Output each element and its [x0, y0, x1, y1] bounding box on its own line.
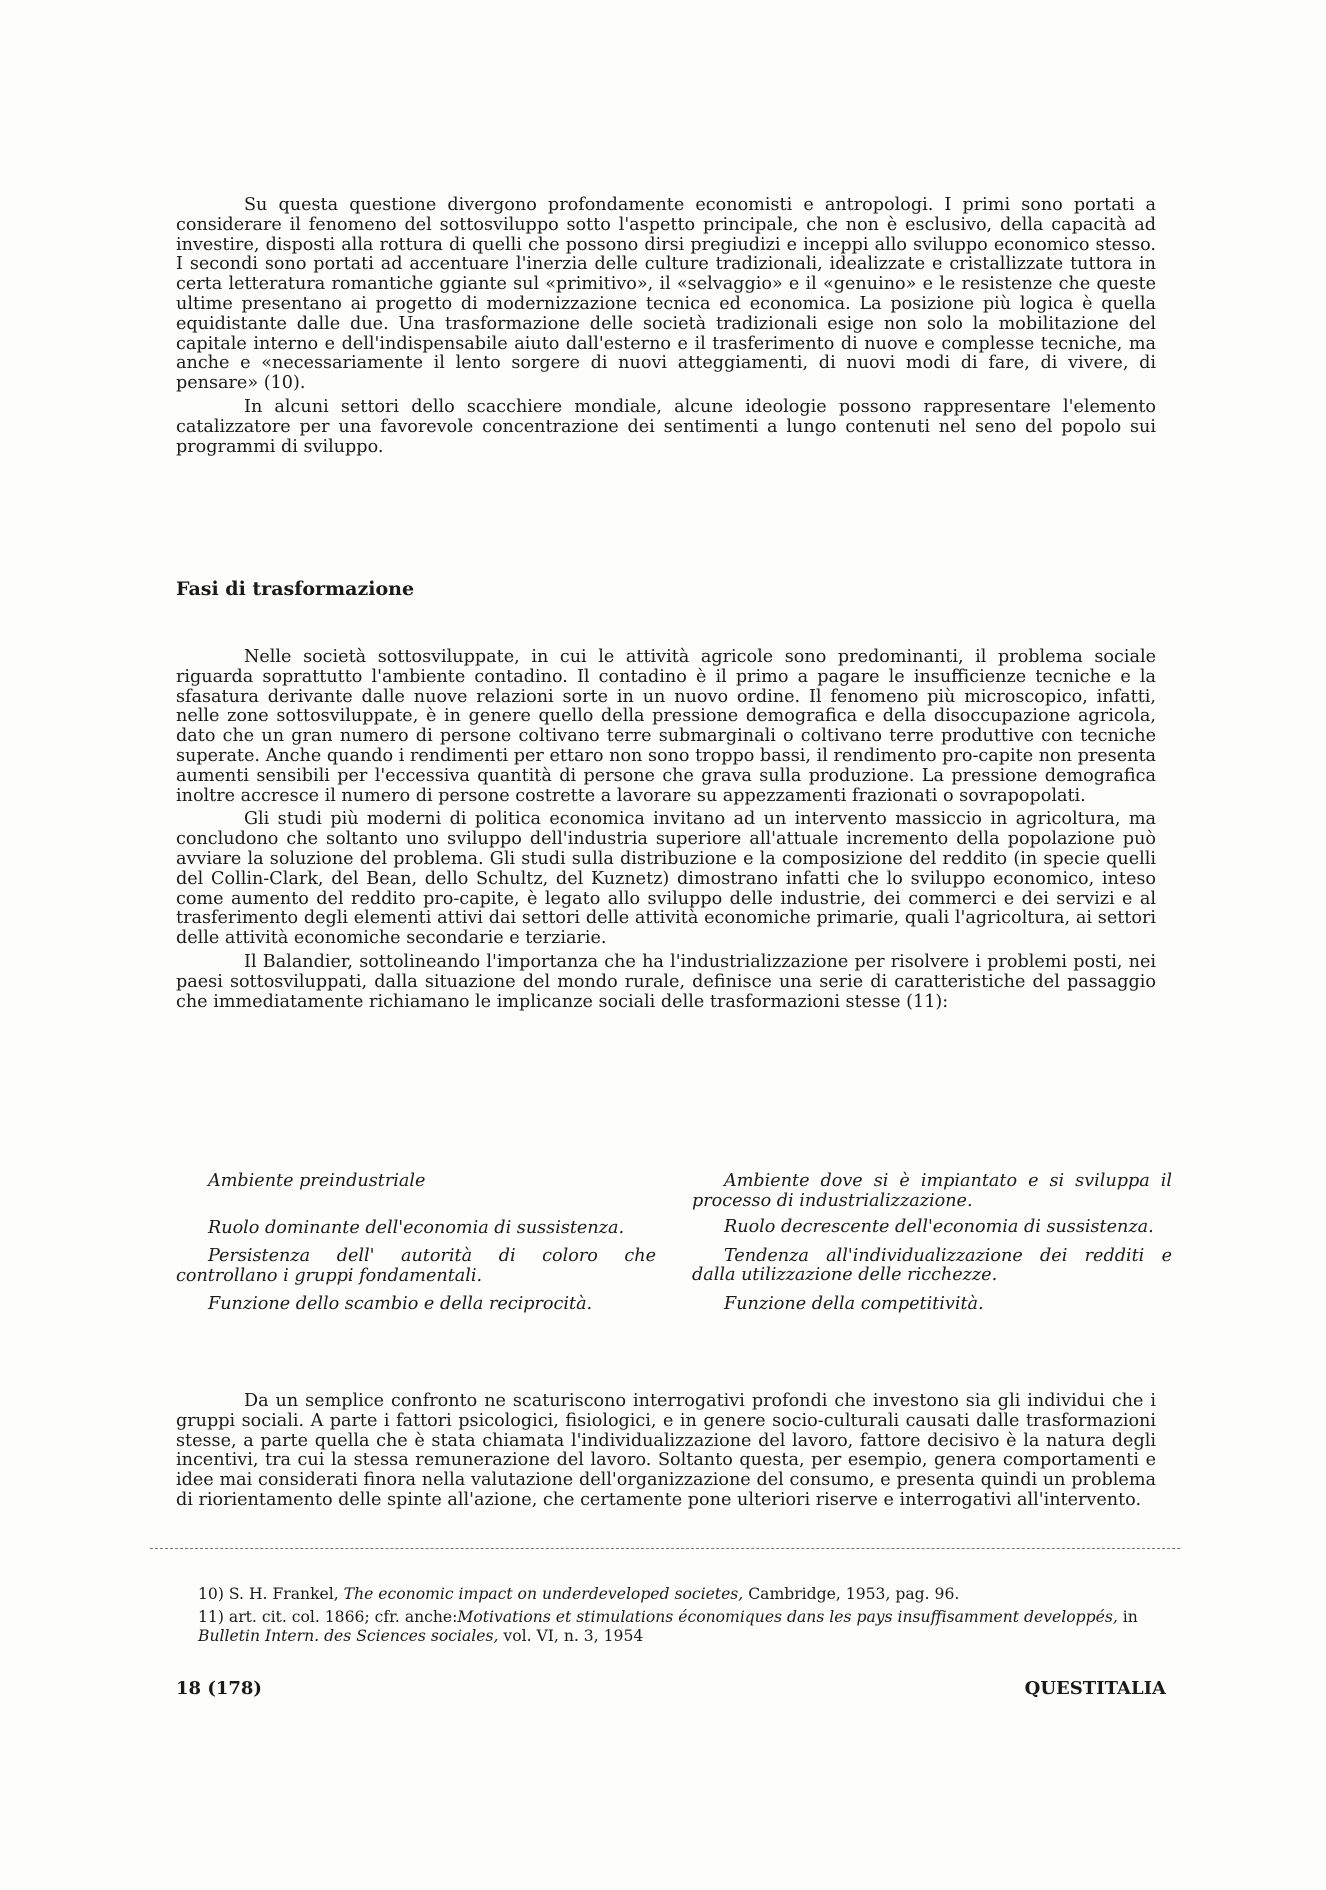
paragraph: Su questa questione divergono profondamente economisti e antropologi. I primi sono portati a considerare il fenomeno del sottosviluppo sotto l'aspetto principale, che non è esclusivo, della capacità ad investire, disposti alla rottura di quelli che possono dirsi pregiudizi e inceppi allo sviluppo economico stesso. I secondi sono portati ad accentuare l'inerzia delle culture tradizionali, idealizzate e cristallizzate tuttora in certa letteratura romantiche ggiante sul «primitivo», il «selvaggio» e il «genuino» e le resistenze che queste ultime presentano ai progetto di modernizzazione tecnica ed economica. La posizione più logica è quella equidistante dalle due. Una trasformazione delle società tradizionali esige non solo la mobilitazione del capitale interno e dell'indispensabile aiuto dall'esterno e il trasferimento di nuove e complesse tecniche, ma anche e «necessariamente il lento sorgere di nuovi atteggiamenti, di nuovi modi di fare, di vivere, di pensare» (10).	[176, 195, 1156, 394]
intro-section	[176, 196, 1156, 457]
comparison-right-item: Ambiente dove si è impiantato e si sviluppa il processo di industrializzazione.	[692, 1171, 1172, 1211]
paragraph: Nelle società sottosviluppate, in cui le attività agricole sono predominanti, il problema sociale riguarda soprattutto l'ambiente contadino. Il contadino è il primo a pagare le insufficienze tecniche e la sfasatura derivante dalle nuove relazioni sorte in un nuovo ordine. Il fenomeno più microscopico, infatti, nelle zone sottosviluppate, è in genere quello della pressione demografica e della disoccupazione agricola, dato che un gran numero di persone coltivano terre submarginali o coltivano terre produttive con tecniche superate. Anche quando i rendimenti per ettaro non sono troppo bassi, il rendimento pro-capite non presenta aumenti sensibili per l'eccessiva quantità di persone che grava sulla produzione. La pressione demografica inoltre accresce il numero di persone costrette a lavorare su appezzamenti frazionati o sovrapopolati.	[176, 647, 1156, 806]
publication-name: QUESTITALIA	[1024, 1678, 1166, 1699]
comparison-left-item: Ruolo dominante dell'economia di sussistenza.	[208, 1217, 625, 1238]
footnote-10: 10) S. H. Frankel, The economic impact on underdeveloped societes, Cambridge, 1953, pag. 96.	[198, 1585, 960, 1603]
paragraph: Da un semplice confronto ne scaturiscono interrogativi profondi che investono sia gli individui che i gruppi sociali. A parte i fattori psicologici, fisiologici, e in genere socio-culturali causati dalle trasformazioni stesse, a parte quella che è stata chiamata l'individualizzazione del lavoro, fattore decisivo è la natura degli incentivi, tra cui la stessa remunerazione del lavoro. Soltanto questa, per esempio, genera comportamenti e idee mai considerati finora nella valutazione dell'organizzazione del consumo, e presenta quindi un problema di riorientamento delle spinte all'azione, che certamente pone ulteriori riserve e interrogativi all'intervento.	[176, 1391, 1156, 1510]
comparison-right-column	[692, 1172, 1172, 1324]
footnote-divider	[150, 1548, 1180, 1549]
footnotes	[198, 1585, 1158, 1650]
comparison-right-item: Tendenza all'individualizzazione dei redditi e dalla utilizzazione delle ricchezze.	[692, 1245, 1172, 1286]
section-body	[176, 648, 1156, 1012]
paragraph: Il Balandier, sottolineando l'importanza che ha l'industrializzazione per risolvere i problemi posti, nei paesi sottosviluppati, dalla situazione del mondo rurale, definisce una serie di caratteristiche del passaggio che immediatamente richiamano le implicanze sociali delle trasformazioni stesse (11):	[176, 951, 1156, 1012]
comparison-left-column	[176, 1172, 656, 1324]
comparison-left-item: Ambiente preindustriale	[208, 1171, 426, 1191]
paragraph: In alcuni settori dello scacchiere mondiale, alcune ideologie possono rappresentare l'elemento catalizzatore per una favorevole concentrazione dei sentimenti a lungo contenuti nel seno del popolo sui programmi di sviluppo.	[176, 396, 1156, 457]
footnote-11: 11) art. cit. col. 1866; cfr. anche:Motivations et stimulations économiques dans les pays insuffisamment developpés, in Bulletin Intern. des Sciences sociales, vol. VI, n. 3, 1954	[198, 1608, 1138, 1645]
comparison-right-item: Funzione della competitività.	[724, 1293, 984, 1314]
comparison-left-item: Funzione dello scambio e della reciprocità.	[208, 1294, 593, 1315]
page-footer	[176, 1678, 1166, 1706]
closing-section	[176, 1392, 1156, 1511]
page-number: 18 (178)	[176, 1678, 262, 1699]
section-heading: Fasi di trasformazione	[176, 578, 415, 600]
paragraph: Gli studi più moderni di politica economica invitano ad un intervento massiccio in agricoltura, ma concludono che soltanto uno sviluppo dell'industria superiore all'attuale incremento della popolazione può avviare la soluzione del problema. Gli studi sulla distribuzione e la composizione del reddito (in specie quelli del Collin-Clark, del Bean, dello Schultz, del Kuznetz) dimostrano infatti che lo sviluppo economico, inteso come aumento del reddito pro-capite, è legato allo sviluppo delle industrie, dei commerci e dei servizi e al trasferimento degli elementi attivi dai settori delle attività economiche primarie, quali l'agricoltura, ai settori delle attività economiche secondarie e terziarie.	[176, 809, 1156, 949]
comparison-table	[176, 1172, 1170, 1368]
comparison-left-item: Persistenza dell' autorità di coloro che controllano i gruppi fondamentali.	[176, 1246, 656, 1286]
comparison-right-item: Ruolo decrescente dell'economia di sussistenza.	[724, 1217, 1154, 1238]
